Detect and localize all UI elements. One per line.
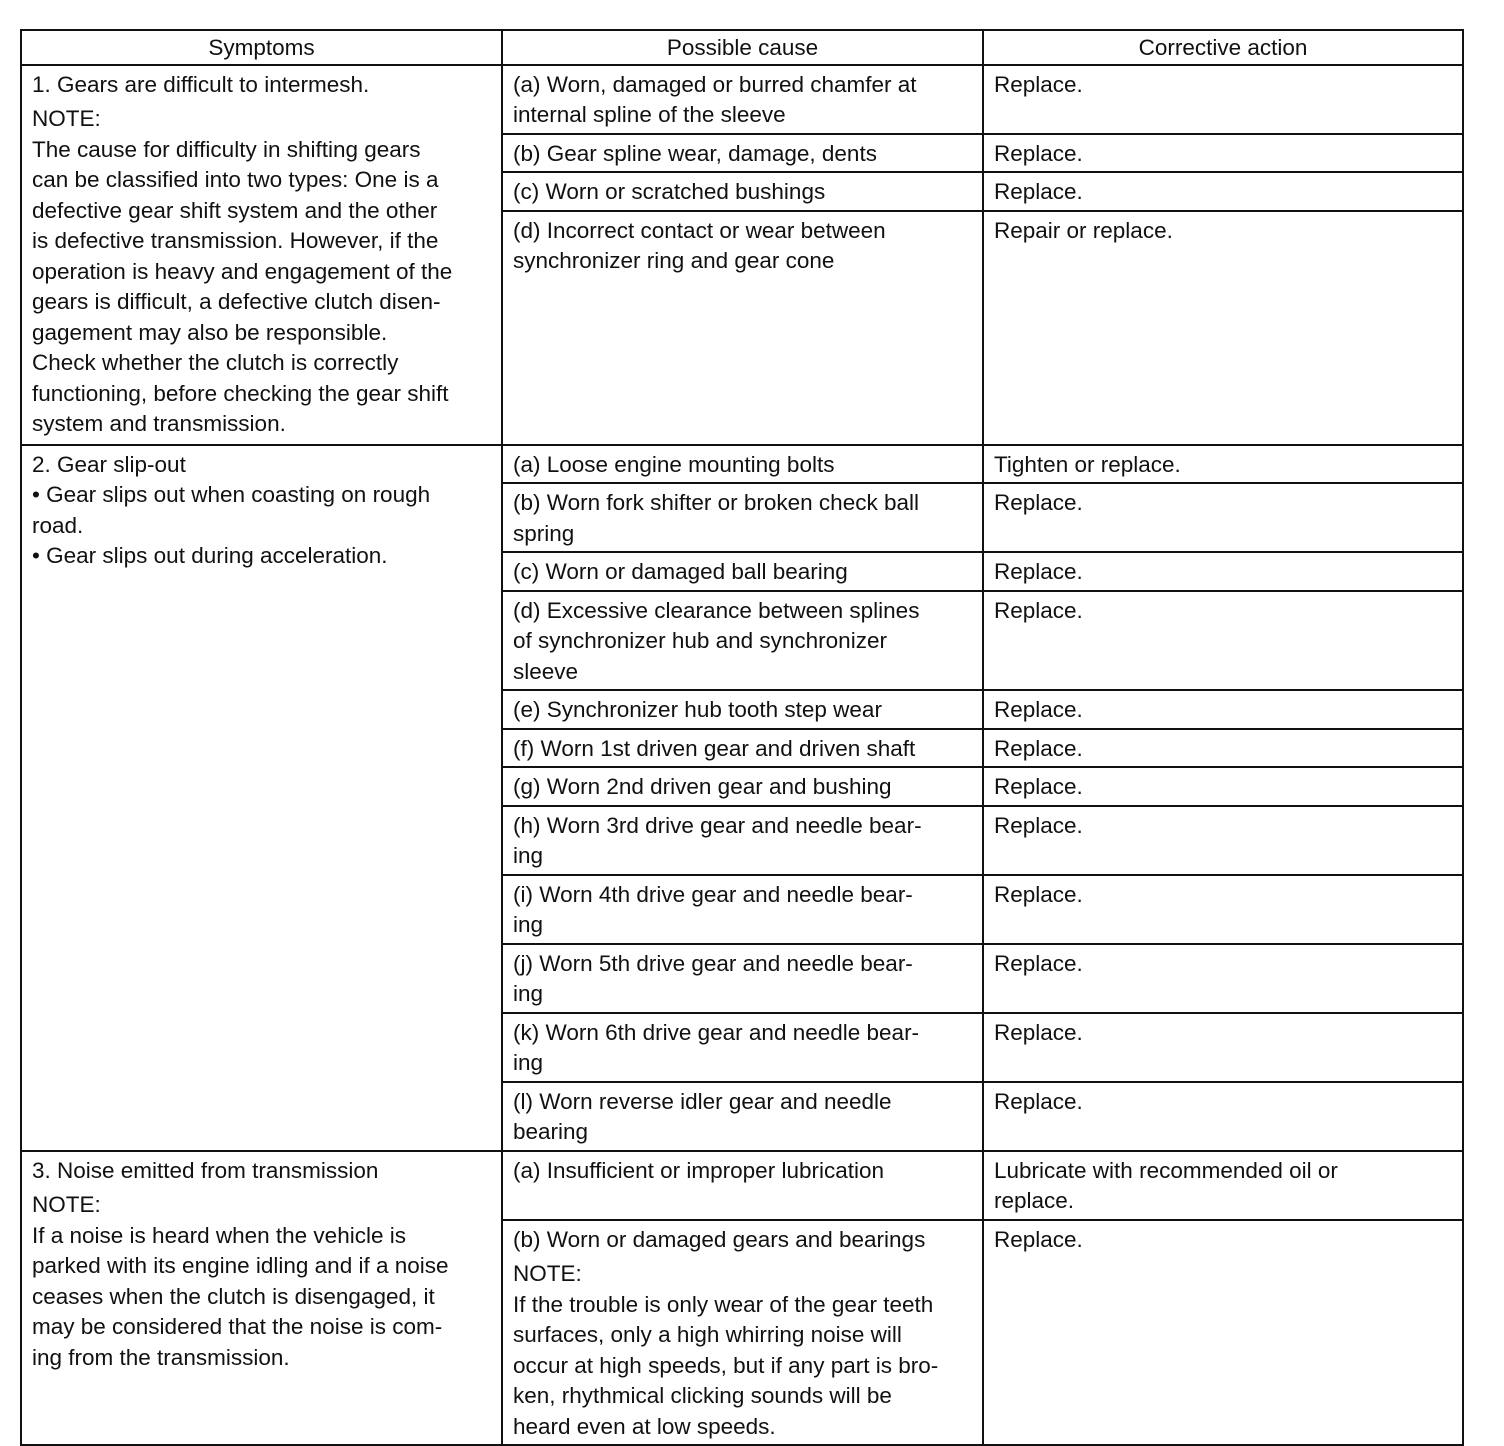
symptom-cell — [21, 1151, 502, 1446]
cause-cell — [502, 729, 983, 768]
note-line: parked with its engine idling and if a noise — [32, 1253, 449, 1278]
action-cell: Replace. — [983, 690, 1463, 729]
cause-line: ing — [513, 981, 544, 1006]
cause-line: (b) Worn fork shifter or broken check ball — [513, 490, 919, 515]
note-line: ing from the transmission. — [32, 1344, 290, 1370]
note-line: ken, rhythmical clicking sounds will be — [513, 1383, 892, 1408]
note-line: Check whether the clutch is correctly — [32, 350, 399, 375]
cause-line: (h) Worn 3rd drive gear and needle bear- — [513, 812, 922, 838]
note-line: is defective transmission. However, if the — [32, 228, 439, 253]
action-cell: Replace. — [983, 875, 1463, 944]
cause-line: (e) Synchronizer hub tooth step wear — [513, 697, 882, 722]
cause-line: (d) Excessive clearance between splines — [513, 597, 920, 623]
cause-line: (b) Gear spline wear, damage, dents — [513, 140, 877, 166]
note-line: heard even at low speeds. — [513, 1413, 776, 1439]
action-cell: Tighten or replace. — [983, 445, 1463, 484]
cause-line: (c) Worn or scratched bushings — [513, 179, 826, 204]
cause-cell — [502, 767, 983, 806]
symptom-title: 2. Gear slip-out — [32, 451, 186, 477]
action-cell: Replace. — [983, 552, 1463, 591]
cause-line: (a) Insufficient or improper lubrication — [513, 1157, 884, 1183]
cause-cell — [502, 1082, 983, 1151]
action-line: Lubricate with recommended oil or — [994, 1157, 1338, 1183]
note-line: gears is difficult, a defective clutch disen- — [32, 289, 441, 314]
cause-cell — [502, 944, 983, 1013]
header-possible-cause: Possible cause — [502, 30, 983, 65]
table-row — [21, 1151, 1463, 1220]
action-cell: Replace. — [983, 767, 1463, 806]
bullet-line: • Gear slips out during acceleration. — [32, 543, 388, 568]
action-cell: Replace. — [983, 591, 1463, 691]
note-line: If a noise is heard when the vehicle is — [32, 1222, 406, 1248]
cause-line: ing — [513, 843, 544, 868]
note-line: occur at high speeds, but if any part is bro- — [513, 1352, 939, 1378]
cause-cell — [502, 1151, 983, 1220]
cause-line: (g) Worn 2nd driven gear and bushing — [513, 774, 892, 799]
symptom-title: 3. Noise emitted from transmission — [32, 1157, 379, 1183]
note-line: surfaces, only a high whirring noise will — [513, 1322, 902, 1347]
cause-line: (b) Worn or damaged gears and bearings — [513, 1226, 926, 1252]
table-row — [21, 445, 1463, 484]
cause-line: (k) Worn 6th drive gear and needle bear- — [513, 1019, 920, 1045]
note-label: NOTE: — [32, 106, 101, 131]
note-label: NOTE: — [513, 1261, 582, 1286]
cause-line: ing — [513, 912, 544, 937]
symptom-title: 1. Gears are difficult to intermesh. — [32, 71, 370, 97]
bullet-line: road. — [32, 512, 84, 538]
cause-cell — [502, 1013, 983, 1082]
action-cell: Replace. — [983, 806, 1463, 875]
cause-cell — [502, 65, 983, 134]
cause-line: ing — [513, 1050, 544, 1075]
action-cell: Replace. — [983, 944, 1463, 1013]
cause-line: sleeve — [513, 658, 579, 684]
cause-cell — [502, 134, 983, 173]
table-row — [21, 65, 1463, 134]
cause-cell — [502, 875, 983, 944]
cause-line: of synchronizer hub and synchronizer — [513, 628, 887, 653]
action-cell — [983, 1151, 1463, 1220]
cause-line: (a) Worn, damaged or burred chamfer at — [513, 71, 917, 97]
header-row — [21, 30, 1463, 65]
action-cell: Replace. — [983, 65, 1463, 134]
action-cell: Replace. — [983, 1013, 1463, 1082]
cause-line: synchronizer ring and gear cone — [513, 248, 835, 273]
cause-cell — [502, 591, 983, 691]
troubleshooting-table — [20, 29, 1464, 1446]
cause-line: (l) Worn reverse idler gear and needle — [513, 1088, 892, 1114]
cause-cell — [502, 1220, 983, 1446]
note-line: may be considered that the noise is com- — [32, 1314, 443, 1339]
action-cell: Replace. — [983, 172, 1463, 211]
note-label: NOTE: — [32, 1192, 101, 1217]
cause-cell — [502, 445, 983, 484]
note-line: system and transmission. — [32, 411, 286, 436]
note-line: defective gear shift system and the other — [32, 197, 438, 223]
cause-line: (f) Worn 1st driven gear and driven shaft — [513, 735, 916, 761]
cause-cell — [502, 806, 983, 875]
header-corrective-action: Corrective action — [983, 30, 1463, 65]
note-line: ceases when the clutch is disengaged, it — [32, 1283, 435, 1309]
cause-line: (d) Incorrect contact or wear between — [513, 217, 886, 243]
action-cell: Replace. — [983, 729, 1463, 768]
cause-cell — [502, 690, 983, 729]
symptom-cell — [21, 65, 502, 445]
cause-cell — [502, 172, 983, 211]
bullet-line: • Gear slips out when coasting on rough — [32, 482, 431, 507]
action-cell: Replace. — [983, 1220, 1463, 1446]
cause-cell — [502, 211, 983, 445]
cause-line: spring — [513, 520, 575, 546]
cause-cell — [502, 483, 983, 552]
note-line: can be classified into two types: One is a — [32, 167, 439, 192]
cause-line: (i) Worn 4th drive gear and needle bear- — [513, 881, 913, 907]
cause-line: internal spline of the sleeve — [513, 102, 786, 127]
cause-line: bearing — [513, 1119, 589, 1144]
action-cell: Replace. — [983, 1082, 1463, 1151]
cause-line: (a) Loose engine mounting bolts — [513, 451, 835, 477]
header-symptoms: Symptoms — [21, 30, 502, 65]
cause-line: (c) Worn or damaged ball bearing — [513, 559, 848, 584]
note-line: The cause for difficulty in shifting gears — [32, 136, 421, 162]
action-cell: Replace. — [983, 483, 1463, 552]
cause-line: (j) Worn 5th drive gear and needle bear- — [513, 950, 913, 976]
note-line: If the trouble is only wear of the gear teeth — [513, 1291, 934, 1317]
symptom-cell — [21, 445, 502, 1151]
action-cell: Replace. — [983, 134, 1463, 173]
action-line: replace. — [994, 1188, 1075, 1213]
cause-cell — [502, 552, 983, 591]
action-cell: Repair or replace. — [983, 211, 1463, 445]
note-line: functioning, before checking the gear shift — [32, 380, 449, 406]
note-line: gagement may also be responsible. — [32, 319, 388, 345]
note-line: operation is heavy and engagement of the — [32, 258, 453, 284]
